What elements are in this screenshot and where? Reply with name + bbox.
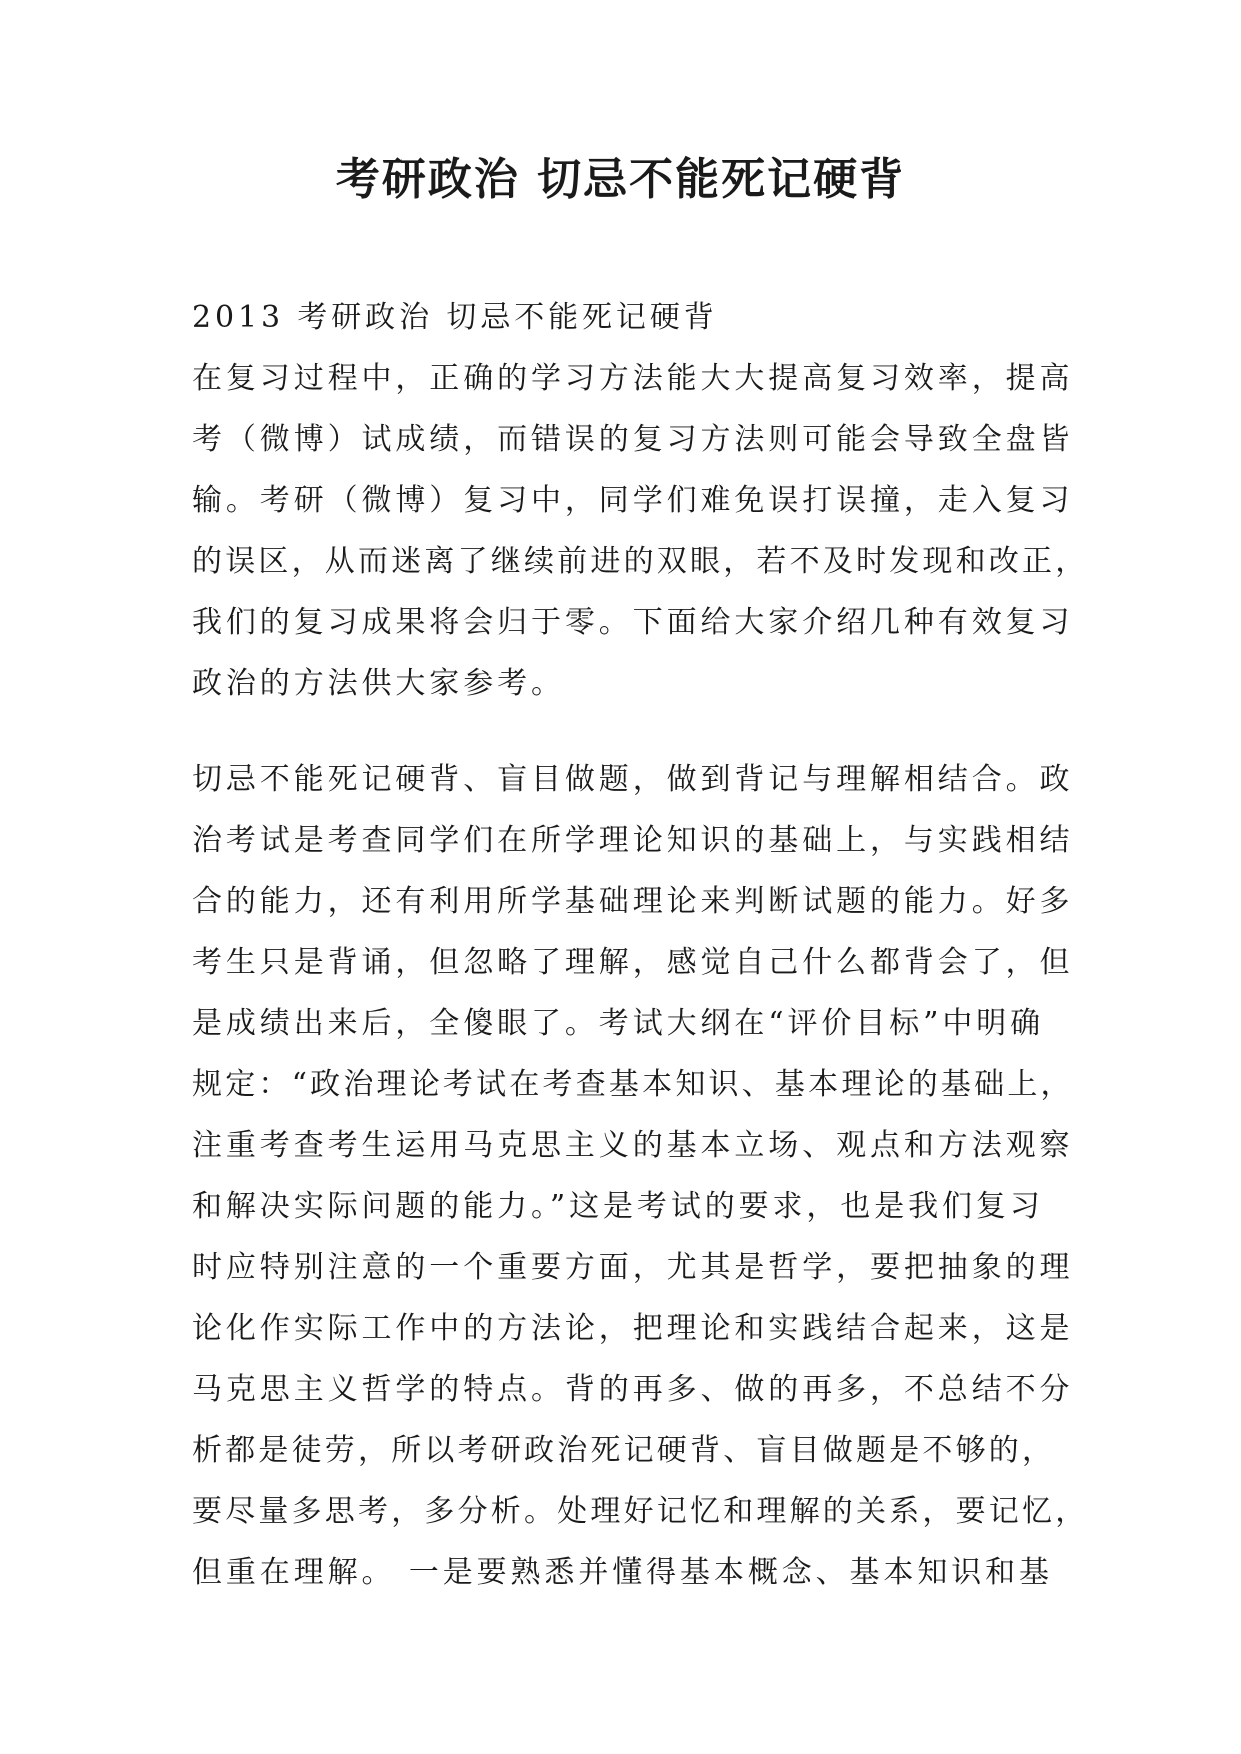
paragraph-line: 考生只是背诵，但忽略了理解，感觉自己什么都背会了，但 — [192, 945, 1074, 980]
document-title: 考研政治 切忌不能死记硬背 — [335, 154, 906, 205]
paragraph-line: 和解决实际问题的能力。”这是考试的要求，也是我们复习 — [192, 1189, 1044, 1224]
paragraph-line: 论化作实际工作中的方法论，把理论和实践结合起来，这是 — [192, 1311, 1074, 1346]
intro-section — [192, 287, 1089, 714]
paragraph-line: 合的能力，还有利用所学基础理论来判断试题的能力。好多 — [192, 884, 1074, 919]
paragraph-line: 切忌不能死记硬背、盲目做题，做到背记与理解相结合。政 — [192, 762, 1074, 797]
paragraph-line: 治考试是考查同学们在所学理论知识的基础上，与实践相结 — [192, 823, 1074, 858]
paragraph-line: 时应特别注意的一个重要方面，尤其是哲学，要把抽象的理 — [192, 1250, 1074, 1285]
paragraph-line: 我们的复习成果将会归于零。下面给大家介绍几种有效复习 — [192, 605, 1074, 640]
paragraph-line: 的误区，从而迷离了继续前进的双眼，若不及时发现和改正， — [192, 544, 1089, 579]
paragraph-line: 但重在理解。 一是要熟悉并懂得基本概念、基本知识和基 — [192, 1555, 1053, 1590]
subtitle-line: 2013 考研政治 切忌不能死记硬背 — [192, 300, 718, 335]
main-paragraph — [192, 749, 1089, 1603]
paragraph-line: 注重考查考生运用马克思主义的基本立场、观点和方法观察 — [192, 1128, 1074, 1163]
paragraph-line: 政治的方法供大家参考。 — [192, 666, 565, 701]
paragraph-line: 要尽量多思考，多分析。处理好记忆和理解的关系，要记忆， — [192, 1494, 1089, 1529]
paragraph-line: 析都是徒劳，所以考研政治死记硬背、盲目做题是不够的， — [192, 1433, 1056, 1468]
paragraph-line: 马克思主义哲学的特点。背的再多、做的再多，不总结不分 — [192, 1372, 1074, 1407]
paragraph-line: 输。考研（微博）复习中，同学们难免误打误撞，走入复习 — [192, 483, 1074, 518]
paragraph-line: 在复习过程中，正确的学习方法能大大提高复习效率，提高 — [192, 361, 1074, 396]
paragraph-line: 规定：“政治理论考试在考查基本知识、基本理论的基础上， — [192, 1067, 1074, 1102]
paragraph-line: 是成绩出来后，全傻眼了。考试大纲在“评价目标”中明确 — [192, 1006, 1045, 1041]
paragraph-line: 考（微博）试成绩，而错误的复习方法则可能会导致全盘皆 — [192, 422, 1074, 457]
